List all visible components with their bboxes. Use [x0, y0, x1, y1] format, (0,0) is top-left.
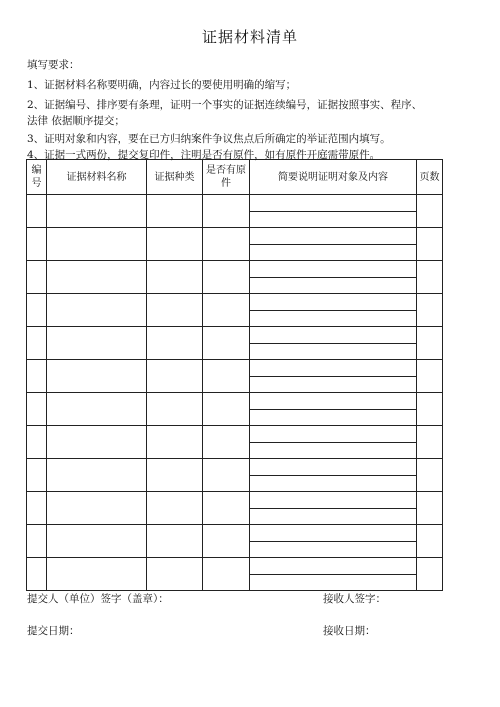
instruction-2-cont: 法律 依据顺序提交；: [27, 115, 125, 127]
instructions-heading: 填写要求：: [27, 59, 80, 71]
desc-subline[interactable]: [250, 245, 416, 261]
type-cell[interactable]: [147, 393, 203, 426]
original-cell[interactable]: [203, 426, 250, 459]
table-row: [27, 525, 443, 558]
desc-subline[interactable]: [250, 459, 416, 476]
pages-cell[interactable]: [417, 492, 443, 525]
name-cell[interactable]: [47, 360, 147, 393]
instruction-1: 1、证据材料名称要明确，内容过长的要使用明确的缩写；: [27, 79, 297, 91]
desc-subline[interactable]: [250, 344, 416, 360]
desc-subline[interactable]: [250, 228, 416, 245]
type-cell[interactable]: [147, 459, 203, 492]
type-cell[interactable]: [147, 558, 203, 591]
original-cell[interactable]: [203, 327, 250, 360]
desc-cell[interactable]: [250, 261, 417, 294]
no-cell[interactable]: [27, 393, 47, 426]
desc-subline[interactable]: [250, 476, 416, 492]
type-cell[interactable]: [147, 228, 203, 261]
desc-subline[interactable]: [250, 377, 416, 393]
no-cell[interactable]: [27, 228, 47, 261]
original-cell[interactable]: [203, 360, 250, 393]
pages-cell[interactable]: [417, 426, 443, 459]
table-row: [27, 327, 443, 360]
name-cell[interactable]: [47, 459, 147, 492]
type-cell[interactable]: [147, 492, 203, 525]
receiver-sign-label: 接收人签字：: [323, 593, 386, 605]
desc-cell[interactable]: [250, 360, 417, 393]
no-cell[interactable]: [27, 294, 47, 327]
instruction-2: 2、证据编号、排序要有条理，证明一个事实的证据连续编号，证据按照事实、程序、: [27, 99, 423, 111]
desc-cell[interactable]: [250, 294, 417, 327]
table-row: [27, 426, 443, 459]
desc-subline[interactable]: [250, 360, 416, 377]
name-cell[interactable]: [47, 492, 147, 525]
desc-cell[interactable]: [250, 459, 417, 492]
type-cell[interactable]: [147, 261, 203, 294]
header-desc: 简要说明证明对象及内容: [250, 160, 417, 195]
desc-subline[interactable]: [250, 393, 416, 410]
header-name: 证据材料名称: [47, 160, 147, 195]
table-row: [27, 360, 443, 393]
desc-subline[interactable]: [250, 410, 416, 426]
type-cell[interactable]: [147, 195, 203, 228]
name-cell[interactable]: [47, 558, 147, 591]
table-header-row: [27, 160, 443, 195]
pages-cell[interactable]: [417, 525, 443, 558]
header-no: 编号: [27, 160, 47, 195]
type-cell[interactable]: [147, 360, 203, 393]
table-row: [27, 195, 443, 228]
type-cell[interactable]: [147, 525, 203, 558]
type-cell[interactable]: [147, 426, 203, 459]
no-cell[interactable]: [27, 261, 47, 294]
desc-subline[interactable]: [250, 525, 416, 542]
desc-subline[interactable]: [250, 575, 416, 591]
desc-subline[interactable]: [250, 311, 416, 327]
table-row: [27, 261, 443, 294]
no-cell[interactable]: [27, 195, 47, 228]
name-cell[interactable]: [47, 327, 147, 360]
submit-date-label: 提交日期：: [27, 625, 80, 637]
desc-cell[interactable]: [250, 327, 417, 360]
pages-cell[interactable]: [417, 228, 443, 261]
name-cell[interactable]: [47, 525, 147, 558]
desc-cell[interactable]: [250, 195, 417, 228]
no-cell[interactable]: [27, 459, 47, 492]
table-row: [27, 558, 443, 591]
desc-subline[interactable]: [250, 492, 416, 509]
header-pages: 页数: [417, 160, 443, 195]
submitter-sign-label: 提交人（单位）签字（盖章）：: [27, 593, 169, 605]
original-cell[interactable]: [203, 492, 250, 525]
desc-cell[interactable]: [250, 525, 417, 558]
name-cell[interactable]: [47, 393, 147, 426]
no-cell[interactable]: [27, 360, 47, 393]
table-body: [27, 195, 443, 591]
desc-subline[interactable]: [250, 443, 416, 459]
desc-subline[interactable]: [250, 426, 416, 443]
table-row: [27, 393, 443, 426]
no-cell[interactable]: [27, 558, 47, 591]
original-cell[interactable]: [203, 195, 250, 228]
table-row: [27, 228, 443, 261]
pages-cell[interactable]: [417, 195, 443, 228]
desc-cell[interactable]: [250, 492, 417, 525]
desc-subline[interactable]: [250, 278, 416, 294]
original-cell[interactable]: [203, 525, 250, 558]
pages-cell[interactable]: [417, 360, 443, 393]
desc-subline[interactable]: [250, 212, 416, 228]
instruction-3: 3、证明对象和内容，要在已方归纳案件争议焦点后所确定的举证范围内填写。: [27, 133, 391, 145]
no-cell[interactable]: [27, 525, 47, 558]
desc-cell[interactable]: [250, 393, 417, 426]
type-cell[interactable]: [147, 294, 203, 327]
no-cell[interactable]: [27, 492, 47, 525]
desc-subline[interactable]: [250, 542, 416, 558]
desc-subline[interactable]: [250, 261, 416, 278]
original-cell[interactable]: [203, 558, 250, 591]
desc-cell[interactable]: [250, 558, 417, 591]
table-row: [27, 492, 443, 525]
no-cell[interactable]: [27, 327, 47, 360]
name-cell[interactable]: [47, 261, 147, 294]
desc-subline[interactable]: [250, 558, 416, 575]
pages-cell[interactable]: [417, 327, 443, 360]
evidence-table: [26, 159, 443, 591]
name-cell[interactable]: [47, 426, 147, 459]
pages-cell[interactable]: [417, 459, 443, 492]
desc-subline[interactable]: [250, 294, 416, 311]
original-cell[interactable]: [203, 294, 250, 327]
no-cell[interactable]: [27, 426, 47, 459]
pages-cell[interactable]: [417, 294, 443, 327]
name-cell[interactable]: [47, 228, 147, 261]
original-cell[interactable]: [203, 228, 250, 261]
instruction-4: 4、证据一式两份，提交复印件，注明是否有原件，如有原件开庭需带原件。: [27, 149, 381, 161]
original-cell[interactable]: [203, 393, 250, 426]
table-row: [27, 294, 443, 327]
desc-cell[interactable]: [250, 228, 417, 261]
document-title: 证据材料清单: [201, 28, 298, 46]
pages-cell[interactable]: [417, 558, 443, 591]
desc-subline[interactable]: [250, 195, 416, 212]
header-type: 证据种类: [147, 160, 203, 195]
desc-subline[interactable]: [250, 509, 416, 525]
receive-date-label: 接收日期：: [323, 625, 376, 637]
name-cell[interactable]: [47, 294, 147, 327]
pages-cell[interactable]: [417, 393, 443, 426]
type-cell[interactable]: [147, 327, 203, 360]
desc-cell[interactable]: [250, 426, 417, 459]
pages-cell[interactable]: [417, 261, 443, 294]
desc-subline[interactable]: [250, 327, 416, 344]
name-cell[interactable]: [47, 195, 147, 228]
header-original: 是否有原件: [203, 160, 250, 195]
original-cell[interactable]: [203, 459, 250, 492]
table-row: [27, 459, 443, 492]
original-cell[interactable]: [203, 261, 250, 294]
